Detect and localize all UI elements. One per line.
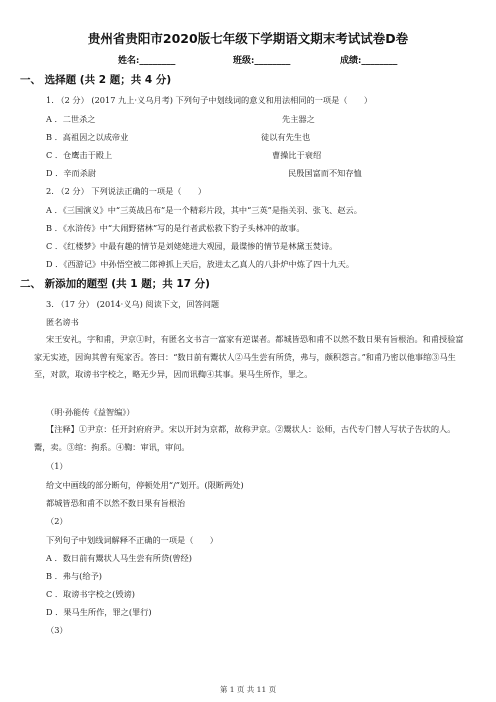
class-field: 班级:________: [233, 56, 291, 66]
q1-option-b: B ．高祖因之以成帝业: [46, 132, 129, 142]
q2-stem: 2. （2 分） 下列说法正确的一项是（ ）: [46, 186, 207, 196]
q2-option-a: A ．《三国演义》中“三英战吕布”是一个精彩片段，其中“三英”是指关羽、张飞、赵云。: [46, 205, 362, 215]
q1-option-d: D ．辛而杀尉: [46, 168, 97, 178]
q3-sub2-option-b: B ．弗与(给予): [46, 571, 102, 581]
q3-notes: 【注释】①尹京：任开封府府尹。宋以开封为京都，故称尹京。②鬻状人：讼师，古代专门替人写状子告状的人。鬻，卖。③绾：拘系。④鞫：审讯，审问。: [34, 424, 456, 452]
page-footer: 第 1 页 共 11 页: [219, 685, 277, 694]
q3-sub1-text: 都城皆恐和甫不以然不数日果有旨根治: [46, 498, 186, 508]
q3-sub3-label: （3）: [46, 625, 68, 635]
name-field: 姓名:________: [118, 56, 176, 66]
q1-option-a-left: A ．二世杀之: [46, 114, 96, 124]
q3-sub2-label: （2）: [46, 516, 68, 526]
q3-stem: 3. （17 分） (2014·义乌) 阅读下文，回答问题: [46, 299, 220, 309]
q1-stem: 1. （2 分） (2017 九上·义乌月考) 下列句子中划线词的意义和用法相同的一项是（ ）: [46, 95, 373, 105]
q3-sub2-option-d: D ．果马生所作，罪之(罪行): [46, 607, 152, 617]
q2-option-c: C ．《红楼梦》中最有趣的情节是刘姥姥进大观园，最谍惨的情节是林黛玉焚诗。: [46, 241, 338, 251]
doc-title: 贵州省贵阳市2020版七年级下学期语文期末考试试卷D卷: [87, 31, 409, 46]
score-field: 成绩:________: [340, 56, 398, 66]
q3-passage: 宋王安礼，字和甫，尹京①时，有匿名文书言一富家有逆谋者。都城皆恐和甫不以然不数日果有旨根治。和甫授验富家无实迹，因询其曾有冤家否。答曰：“数日前有鬻状人②马生尝有所贷，弗与，颇积怨言。”和甫乃密以他事绾③马生至，对款，取谤书字校之，略无少异，因而讯鞫④其事。果马生所作，罪之。: [34, 334, 464, 379]
q3-sub1-question: 给文中画线的部分断句，停顿处用“/”划开。(限断两处): [46, 480, 244, 490]
q3-sub2-question: 下列句子中划线词解释不正确的一项是（ ）: [46, 535, 218, 545]
section-heading-2: 二、 新添加的题型 (共 1 题；共 17 分): [20, 278, 210, 290]
q1-option-c: C ．仓鹰击于殿上: [46, 150, 113, 160]
q2-option-b: B ．《水浒传》中“大闹野猪林”写的是行者武松救下豹子头林冲的故事。: [46, 223, 305, 233]
q2-option-d: D ．《西游记》中孙悟空被二郎神抓上天后，放进太乙真人的八卦炉中炼了四十九天。: [46, 259, 355, 269]
q3-sub2-option-a: A ．数日前有鬻状人马生尝有所贷(曾经): [46, 553, 192, 563]
section-heading-1: 一、 选择题 (共 2 题；共 4 分): [20, 74, 172, 86]
q3-sub1-label: （1）: [46, 461, 68, 471]
q1-option-c-right: 曹操比于衰绍: [272, 150, 322, 160]
q1-option-b-right: 徒以有先生也: [261, 132, 311, 142]
q1-option-a: [46, 114, 95, 125]
q3-sub2-option-c: C ．取谤书字校之(毁谤): [46, 589, 135, 599]
q1-option-d-right: 民殷国富而不知存恤: [288, 168, 362, 178]
q3-source: （明·孙能传《益智编》）: [46, 407, 135, 417]
q3-passage-title: 匿名谤书: [46, 317, 79, 327]
q1-option-a-right: 先主器之: [282, 114, 315, 124]
